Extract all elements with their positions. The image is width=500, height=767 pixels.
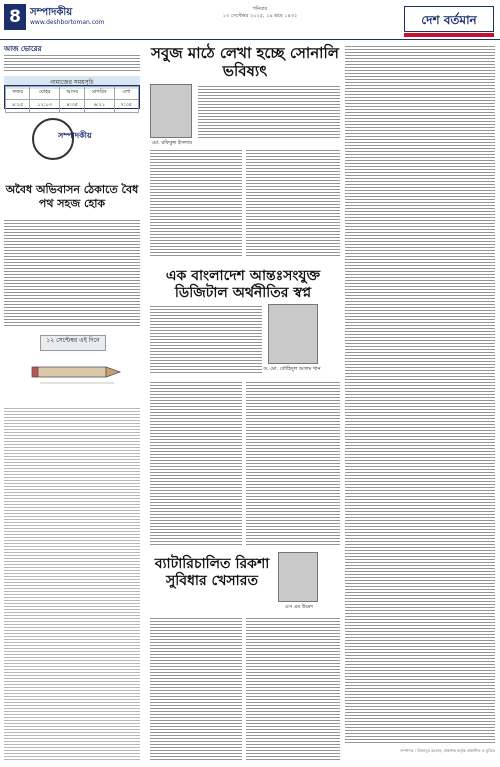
imprint-footer: সম্পাদক : মিজানুর রহমান, প্রকাশক কর্তৃক প্রকাশিত ও মুদ্রিত <box>399 748 495 753</box>
author-photo <box>278 552 318 602</box>
article-3-title: ব্যাটারিচালিত রিকশা সুবিধার খেসারত <box>154 556 270 589</box>
article-1-body <box>246 148 340 258</box>
prayer-col: মাগরিব <box>85 87 114 100</box>
prayer-time: ৬:২১ <box>85 100 114 113</box>
article-3-author: এস এম উমেদ <box>284 604 314 610</box>
editorial-label: সম্পাদকীয় <box>58 131 92 140</box>
article-2-body <box>150 380 242 546</box>
article-2-body <box>246 380 340 546</box>
article-3-body <box>246 616 340 762</box>
prayer-header-row <box>6 87 139 100</box>
prayer-times-table <box>4 85 140 109</box>
prayer-time: ৪:৩৫ <box>60 100 85 113</box>
article-2-body <box>150 304 262 374</box>
article-2-title: এক বাংলাদেশ আন্তঃসংযুক্ত ডিজিটাল অর্থনীতির স্বপ্ন <box>165 268 321 301</box>
prayer-col: এশা <box>114 87 138 100</box>
page-number: 8 <box>4 4 26 30</box>
this-day-list <box>4 406 140 762</box>
prayer-time: ৪:২৫ <box>6 100 30 113</box>
prayer-times-title: নামাজের সময়সূচি <box>4 76 140 89</box>
article-1-author: মো. রফিকুল ইসলাম <box>152 140 192 146</box>
dateline-day: শনিবার <box>252 6 268 12</box>
prayer-time: ১২:০৩ <box>30 100 60 113</box>
article-1-body <box>198 84 340 140</box>
website-link[interactable]: www.deshbortoman.com <box>30 19 105 26</box>
dateline <box>200 6 320 20</box>
author-photo <box>268 304 318 364</box>
article-1-body <box>150 148 242 258</box>
editorial-body <box>4 218 140 328</box>
article-1-title: সবুজ মাঠে লেখা হচ্ছে সোনালি ভবিষ্যৎ <box>151 44 339 80</box>
prayer-time-row <box>6 100 139 113</box>
article-3-body <box>150 616 242 762</box>
prayer-col: ফজর <box>6 87 30 100</box>
section-title: সম্পাদকীয় <box>30 7 73 18</box>
article-continuation <box>345 44 495 744</box>
author-photo <box>150 84 192 138</box>
prayer-time: ৭:৩৫ <box>114 100 138 113</box>
column-text-block <box>4 53 140 73</box>
this-day-badge: ১২ সেপ্টেম্বর এই দিনে <box>40 335 106 351</box>
prayer-col: যোহর <box>30 87 60 100</box>
pencil-illustration <box>28 353 124 393</box>
article-2-author: ড. মো. তৌহিদুল আলম খান <box>263 366 321 372</box>
dateline-date: ১৩ সেপ্টেম্বর ২০২৫, ২৯ ভাদ্র ১৪৩২ <box>222 13 298 19</box>
editorial-title: অবৈধ অভিবাসন ঠেকাতে বৈধ পথ সহজ হোক <box>5 183 139 210</box>
masthead-logo: দেশ বর্তমান <box>404 6 494 32</box>
column-heading: আজ ভোরের <box>4 45 42 53</box>
masthead-accent <box>404 33 494 37</box>
prayer-col: আসর <box>60 87 85 100</box>
